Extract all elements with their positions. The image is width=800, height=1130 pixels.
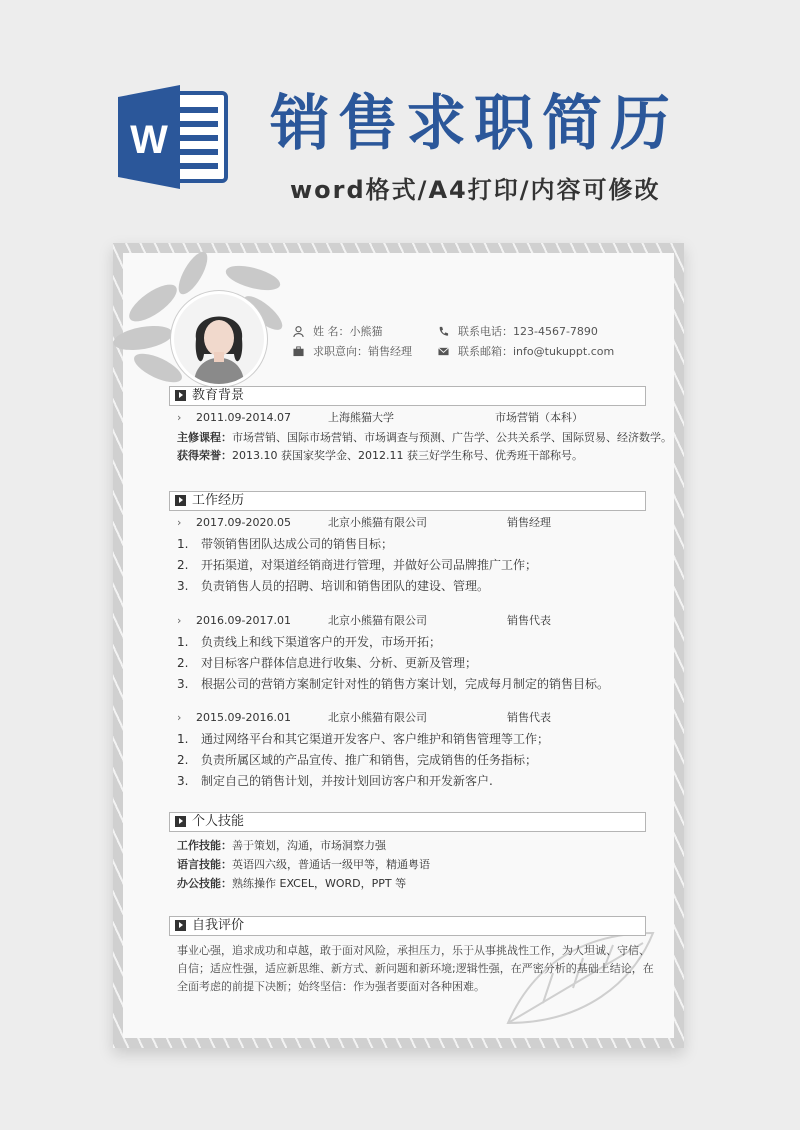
page-title: 销售求职简历 xyxy=(270,89,678,159)
word-logo-icon xyxy=(118,85,230,189)
profile-email: 联系邮箱：info@tukuppt.com xyxy=(438,343,614,359)
avatar xyxy=(171,291,267,387)
svg-text:W: W xyxy=(130,118,168,162)
education-section-header: 教育背景 xyxy=(169,386,646,406)
page-subtitle: word格式/A4打印/内容可修改 xyxy=(290,176,661,204)
job-company: 北京小熊猫有限公司 xyxy=(328,614,427,627)
job-company: 北京小熊猫有限公司 xyxy=(328,516,427,529)
list-item: 3. 根据公司的营销方案制定针对性的销售方案计划，完成每月制定的销售目标。 xyxy=(177,677,610,691)
self-eval-section-header: 自我评价 xyxy=(169,916,646,936)
resume-sheet xyxy=(113,243,684,1048)
list-item: 2. 对目标客户群体信息进行收集、分析、更新及管理； xyxy=(177,656,478,670)
profile-intent: 求职意向：销售经理 xyxy=(293,343,412,359)
section-play-icon xyxy=(175,920,186,931)
chevron-right-icon: › xyxy=(177,614,182,627)
education-school: 上海熊猫大学 xyxy=(328,411,394,424)
self-eval-text: 事业心强，追求成功和卓越，敢于面对风险，承担压力，乐于从事挑战性工作，为人坦诚、守信、自信；适应性强，适应新思维、新方式、新问题和新环境;逻辑性强，在严密分析的基础上结论，在全面考虑的前提下决断；始终坚信：作为强者要面对各种困难。 xyxy=(177,944,654,993)
chevron-right-icon: › xyxy=(177,411,182,424)
job-company: 北京小熊猫有限公司 xyxy=(328,711,427,724)
section-play-icon xyxy=(175,816,186,827)
list-item: 2. 开拓渠道，对渠道经销商进行管理，并做好公司品牌推广工作； xyxy=(177,558,538,572)
list-item: 2. 负责所属区域的产品宣传、推广和销售，完成销售的任务指标； xyxy=(177,753,538,767)
job-role: 销售代表 xyxy=(507,711,551,724)
list-item: 1. 负责线上和线下渠道客户的开发，市场开拓； xyxy=(177,635,442,649)
education-period: 2011.09-2014.07 xyxy=(196,411,291,424)
skill-item: 语言技能：英语四六级，普通话一级甲等，精通粤语 xyxy=(177,858,430,871)
user-icon xyxy=(293,326,304,337)
job-period: 2017.09-2020.05 xyxy=(196,516,291,529)
education-honors: 获得荣誉：2013.10 获国家奖学金、2012.11 获三好学生称号、优秀班干部称号。 xyxy=(177,449,583,462)
list-item: 1. 通过网络平台和其它渠道开发客户、客户维护和销售管理等工作； xyxy=(177,732,550,746)
profile-phone: 联系电话：123-4567-7890 xyxy=(438,323,598,339)
profile-name: 姓 名：小熊猫 xyxy=(293,323,383,339)
mail-icon xyxy=(438,346,449,357)
list-item: 3. 负责销售人员的招聘、培训和销售团队的建设、管理。 xyxy=(177,579,490,593)
job-period: 2015.09-2016.01 xyxy=(196,711,291,724)
briefcase-icon xyxy=(293,346,304,357)
chevron-right-icon: › xyxy=(177,711,182,724)
section-play-icon xyxy=(175,390,186,401)
job-role: 销售代表 xyxy=(507,614,551,627)
section-play-icon xyxy=(175,495,186,506)
education-major: 市场营销（本科） xyxy=(495,411,583,424)
resume-body xyxy=(123,253,674,1038)
skills-section-header: 个人技能 xyxy=(169,812,646,832)
job-period: 2016.09-2017.01 xyxy=(196,614,291,627)
skill-item: 工作技能：善于策划，沟通，市场洞察力强 xyxy=(177,839,386,852)
work-section-header: 工作经历 xyxy=(169,491,646,511)
promo-header xyxy=(0,0,800,230)
list-item: 3. 制定自己的销售计划，并按计划回访客户和开发新客户. xyxy=(177,774,493,788)
chevron-right-icon: › xyxy=(177,516,182,529)
avatar-portrait-icon xyxy=(174,294,264,384)
job-role: 销售经理 xyxy=(507,516,551,529)
list-item: 1. 带领销售团队达成公司的销售目标； xyxy=(177,537,394,551)
education-courses: 主修课程：市场营销、国际市场营销、市场调查与预测、广告学、公共关系学、国际贸易、经济数学。 xyxy=(177,431,672,444)
skill-item: 办公技能：熟练操作 EXCEL，WORD，PPT 等 xyxy=(177,877,407,890)
phone-icon xyxy=(438,326,449,337)
